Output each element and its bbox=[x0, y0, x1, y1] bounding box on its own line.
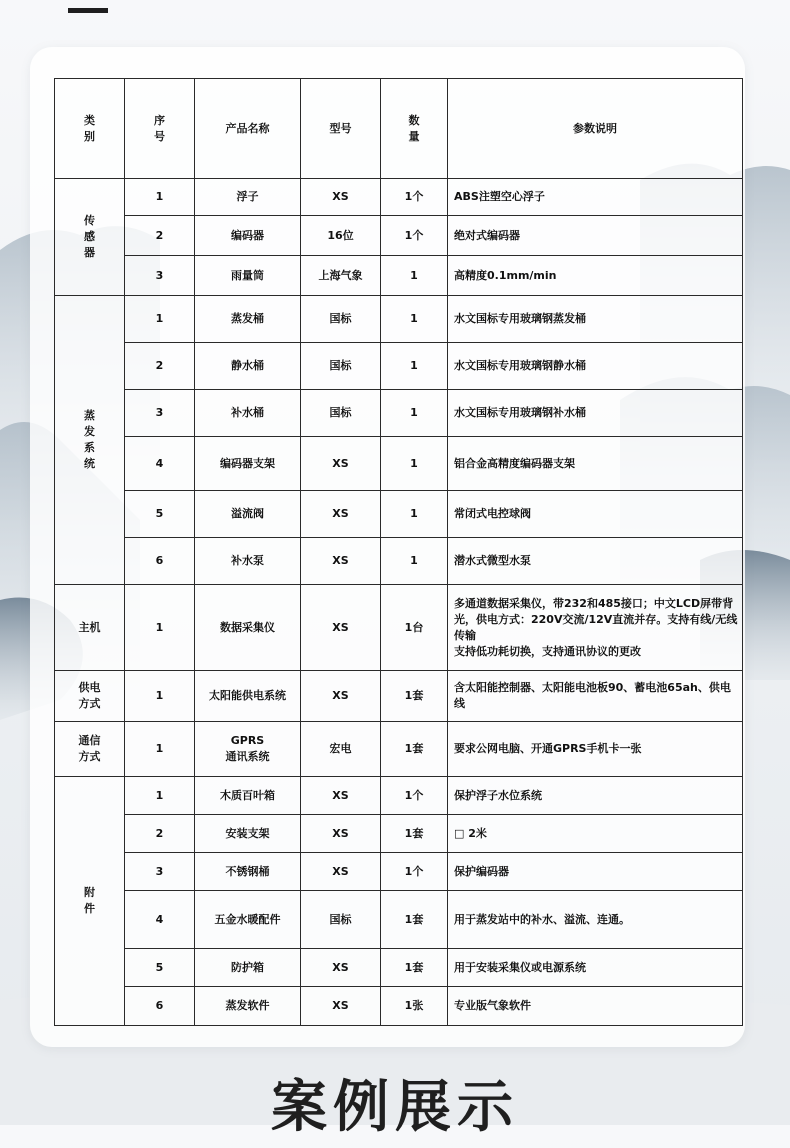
product-name-cell: 蒸发桶 bbox=[195, 296, 301, 343]
parameter-cell: 含太阳能控制器、太阳能电池板90、蓄电池65ah、供电线 bbox=[448, 671, 743, 722]
model-cell: 国标 bbox=[301, 296, 381, 343]
parameter-cell: 潜水式微型水泵 bbox=[448, 538, 743, 585]
product-name-cell: 木质百叶箱 bbox=[195, 777, 301, 815]
category-cell: 蒸 发 系 统 bbox=[55, 296, 125, 585]
index-cell: 5 bbox=[125, 949, 195, 987]
top-decoration-bar bbox=[68, 8, 108, 13]
header-model: 型号 bbox=[301, 79, 381, 179]
parameter-cell: 水文国标专用玻璃钢蒸发桶 bbox=[448, 296, 743, 343]
quantity-cell: 1套 bbox=[381, 949, 448, 987]
parameter-cell: 保护浮子水位系统 bbox=[448, 777, 743, 815]
model-cell: 16位 bbox=[301, 216, 381, 256]
quantity-cell: 1个 bbox=[381, 777, 448, 815]
header-quantity: 数 量 bbox=[381, 79, 448, 179]
quantity-cell: 1个 bbox=[381, 853, 448, 891]
table-row bbox=[55, 179, 743, 216]
model-cell: 宏电 bbox=[301, 722, 381, 777]
index-cell: 6 bbox=[125, 538, 195, 585]
model-cell: 国标 bbox=[301, 390, 381, 437]
model-cell: XS bbox=[301, 853, 381, 891]
model-cell: 上海气象 bbox=[301, 256, 381, 296]
quantity-cell: 1张 bbox=[381, 987, 448, 1026]
quantity-cell: 1套 bbox=[381, 891, 448, 949]
product-name-cell: 溢流阀 bbox=[195, 491, 301, 538]
quantity-cell: 1套 bbox=[381, 722, 448, 777]
table-row bbox=[55, 949, 743, 987]
index-cell: 2 bbox=[125, 216, 195, 256]
table-row bbox=[55, 256, 743, 296]
product-name-cell: 补水桶 bbox=[195, 390, 301, 437]
parameter-cell: 高精度0.1mm/min bbox=[448, 256, 743, 296]
index-cell: 1 bbox=[125, 585, 195, 671]
parameter-cell: 用于蒸发站中的补水、溢流、连通。 bbox=[448, 891, 743, 949]
quantity-cell: 1套 bbox=[381, 671, 448, 722]
index-cell: 3 bbox=[125, 390, 195, 437]
product-name-cell: 编码器支架 bbox=[195, 437, 301, 491]
category-cell: 附 件 bbox=[55, 777, 125, 1026]
table-row bbox=[55, 815, 743, 853]
category-cell: 通信 方式 bbox=[55, 722, 125, 777]
model-cell: XS bbox=[301, 671, 381, 722]
parameter-cell: 水文国标专用玻璃钢静水桶 bbox=[448, 343, 743, 390]
quantity-cell: 1套 bbox=[381, 815, 448, 853]
index-cell: 2 bbox=[125, 815, 195, 853]
product-name-cell: 防护箱 bbox=[195, 949, 301, 987]
category-cell: 传 感 器 bbox=[55, 179, 125, 296]
model-cell: XS bbox=[301, 179, 381, 216]
model-cell: XS bbox=[301, 777, 381, 815]
parameter-cell: 多通道数据采集仪，带232和485接口；中文LCD屏带背光，供电方式：220V交流/12V直流并存。支持有线/无线传输 支持低功耗切换，支持通讯协议的更改 bbox=[448, 585, 743, 671]
quantity-cell: 1 bbox=[381, 343, 448, 390]
table-row bbox=[55, 777, 743, 815]
quantity-cell: 1 bbox=[381, 390, 448, 437]
index-cell: 4 bbox=[125, 891, 195, 949]
category-cell: 主机 bbox=[55, 585, 125, 671]
product-name-cell: 补水泵 bbox=[195, 538, 301, 585]
index-cell: 1 bbox=[125, 179, 195, 216]
parameter-cell: 用于安装采集仪或电源系统 bbox=[448, 949, 743, 987]
parameter-cell: 保护编码器 bbox=[448, 853, 743, 891]
model-cell: XS bbox=[301, 987, 381, 1026]
product-spec-table bbox=[54, 78, 743, 1026]
quantity-cell: 1 bbox=[381, 296, 448, 343]
product-name-cell: 五金水暖配件 bbox=[195, 891, 301, 949]
section-title: 案例展示 bbox=[271, 1075, 519, 1140]
quantity-cell: 1 bbox=[381, 491, 448, 538]
parameter-cell: □ 2米 bbox=[448, 815, 743, 853]
quantity-cell: 1 bbox=[381, 437, 448, 491]
table-row bbox=[55, 722, 743, 777]
index-cell: 1 bbox=[125, 777, 195, 815]
category-cell: 供电 方式 bbox=[55, 671, 125, 722]
table-row bbox=[55, 390, 743, 437]
product-name-cell: 太阳能供电系统 bbox=[195, 671, 301, 722]
model-cell: XS bbox=[301, 585, 381, 671]
model-cell: XS bbox=[301, 538, 381, 585]
parameter-cell: 要求公网电脑、开通GPRS手机卡一张 bbox=[448, 722, 743, 777]
header-parameters: 参数说明 bbox=[448, 79, 743, 179]
index-cell: 5 bbox=[125, 491, 195, 538]
product-name-cell: 编码器 bbox=[195, 216, 301, 256]
product-name-cell: 不锈钢桶 bbox=[195, 853, 301, 891]
product-name-cell: 雨量筒 bbox=[195, 256, 301, 296]
quantity-cell: 1个 bbox=[381, 179, 448, 216]
quantity-cell: 1 bbox=[381, 256, 448, 296]
product-name-cell: GPRS 通讯系统 bbox=[195, 722, 301, 777]
product-name-cell: 蒸发软件 bbox=[195, 987, 301, 1026]
parameter-cell: 水文国标专用玻璃钢补水桶 bbox=[448, 390, 743, 437]
parameter-cell: ABS注塑空心浮子 bbox=[448, 179, 743, 216]
parameter-cell: 专业版气象软件 bbox=[448, 987, 743, 1026]
header-index: 序 号 bbox=[125, 79, 195, 179]
table-header-row bbox=[55, 79, 743, 179]
table-row bbox=[55, 853, 743, 891]
table-row bbox=[55, 343, 743, 390]
model-cell: 国标 bbox=[301, 343, 381, 390]
table-row bbox=[55, 216, 743, 256]
table-row bbox=[55, 296, 743, 343]
product-name-cell: 浮子 bbox=[195, 179, 301, 216]
index-cell: 4 bbox=[125, 437, 195, 491]
index-cell: 6 bbox=[125, 987, 195, 1026]
table-row bbox=[55, 437, 743, 491]
table-row bbox=[55, 491, 743, 538]
index-cell: 1 bbox=[125, 722, 195, 777]
index-cell: 1 bbox=[125, 296, 195, 343]
model-cell: 国标 bbox=[301, 891, 381, 949]
product-name-cell: 静水桶 bbox=[195, 343, 301, 390]
model-cell: XS bbox=[301, 949, 381, 987]
table-row bbox=[55, 585, 743, 671]
table-row bbox=[55, 671, 743, 722]
parameter-cell: 铝合金高精度编码器支架 bbox=[448, 437, 743, 491]
index-cell: 3 bbox=[125, 256, 195, 296]
index-cell: 2 bbox=[125, 343, 195, 390]
product-name-cell: 数据采集仪 bbox=[195, 585, 301, 671]
parameter-cell: 常闭式电控球阀 bbox=[448, 491, 743, 538]
table-row bbox=[55, 987, 743, 1026]
quantity-cell: 1个 bbox=[381, 216, 448, 256]
model-cell: XS bbox=[301, 437, 381, 491]
header-category: 类 别 bbox=[55, 79, 125, 179]
index-cell: 1 bbox=[125, 671, 195, 722]
header-product-name: 产品名称 bbox=[195, 79, 301, 179]
model-cell: XS bbox=[301, 815, 381, 853]
quantity-cell: 1台 bbox=[381, 585, 448, 671]
quantity-cell: 1 bbox=[381, 538, 448, 585]
table-row bbox=[55, 538, 743, 585]
model-cell: XS bbox=[301, 491, 381, 538]
parameter-cell: 绝对式编码器 bbox=[448, 216, 743, 256]
table-row bbox=[55, 891, 743, 949]
index-cell: 3 bbox=[125, 853, 195, 891]
product-name-cell: 安装支架 bbox=[195, 815, 301, 853]
